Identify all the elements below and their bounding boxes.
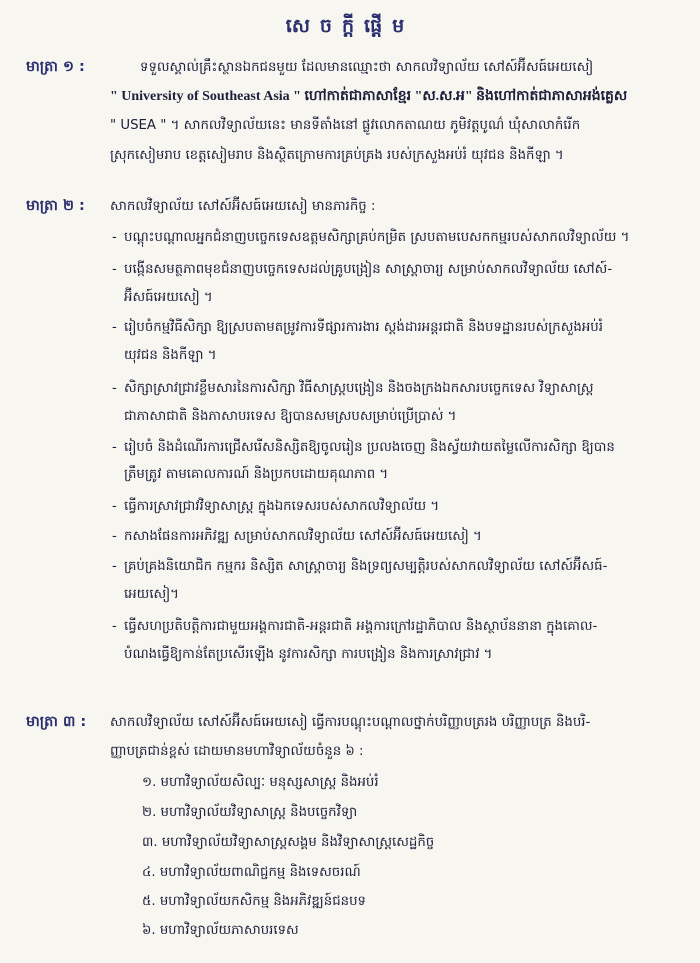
article-2-bullet-4-line-1: សិក្សាស្រាវជ្រាវខ្លឹមសារនៃការសិក្សា វិធីសាស្ត្របង្រៀន និងចងក្រងឯកសារបច្ចេកទេស វិទ្យាសាស្ត្រ: [124, 381, 594, 396]
article-1-line-1: ទទួលស្គាល់គ្រឹះស្ថានឯកជនមួយ ដែលមានឈ្មោះថា សាកលវិទ្យាល័យ សៅស៍អ៊ីសធ៍អេយសៀ: [140, 60, 594, 75]
article-2-bullet-3-line-1: រៀបចំកម្មវិធីសិក្សា ឱ្យស្របតាមតម្រូវការទីផ្សារការងារ ស្តង់ដារអន្តរជាតិ និងបទដ្ឋានរបស់ក្រសួងអប់រំ: [124, 320, 603, 335]
article-2-bullet-2-line-2: អ៊ីសធ៍អេយសៀ ។: [124, 290, 213, 305]
article-3-line-1: សាកលវិទ្យាល័យ សៅស៍អ៊ីសធ៍អេយសៀ ធ្វើការបណ្ដុះបណ្ដាលថ្នាក់បរិញ្ញាបត្ររង បរិញ្ញាបត្រ និងបរិ-: [110, 715, 591, 730]
faculty-item-2: ២. មហាវិទ្យាល័យវិទ្យាសាស្ត្រ និងបច្ចេកវិទ្យា: [142, 805, 358, 820]
article-2-bullet-7-line-1: កសាងផែនការអភិវឌ្ឍ សម្រាប់សាកលវិទ្យាល័យ សៅស៍អ៊ីសធ៍អេយសៀ ។: [124, 529, 482, 544]
faculty-item-3: ៣. មហាវិទ្យាល័យវិទ្យាសាស្ត្រសង្គម និងវិទ្យាសាស្ត្រសេដ្ឋកិច្ច: [142, 835, 435, 850]
article-2-intro: សាកលវិទ្យាល័យ សៅស៍អ៊ីសធ៍អេយសៀ មានភារកិច្ច :: [110, 199, 376, 214]
article-1-label: មាត្រា ១ :: [26, 59, 85, 75]
article-2-bullet-9-line-2: បំណងធ្វើឱ្យកាន់តែប្រសើរឡើង នូវការសិក្សា ការបង្រៀន និងការស្រាវជ្រាវ ។: [124, 647, 493, 662]
article-2-bullet-2-line-1: បង្កើនសមត្ថភាពមុខជំនាញបច្ចេកទេសដល់គ្រូបង្រៀន សាស្ត្រាចារ្យ សម្រាប់សាកលវិទ្យាល័យ សៅស៍-: [124, 262, 613, 277]
faculty-item-4: ៤. មហាវិទ្យាល័យពាណិជ្ជកម្ម និងទេសចរណ៍: [142, 865, 361, 880]
bullet-dash: -: [112, 529, 117, 544]
article-2-bullet-8-line-1: គ្រប់គ្រងនិយោជិក កម្មករ និស្សិត សាស្ត្រាចារ្យ និងទ្រព្យសម្បត្តិរបស់សាកលវិទ្យាល័យ សៅស៍អ៊ីសធ៍-: [124, 559, 608, 574]
bullet-dash: -: [112, 499, 117, 514]
article-2-bullet-9-line-1: ធ្វើសហប្រតិបត្តិការជាមួយអង្គការជាតិ-អន្តរជាតិ អង្គការក្រៅរដ្ឋាភិបាល និងស្ថាប័ននានា ក្នុងគោល-: [124, 619, 598, 634]
article-2-bullet-6-line-1: ធ្វើការស្រាវជ្រាវវិទ្យាសាស្ត្រ ក្នុងឯកទេសរបស់សាកលវិទ្យាល័យ ។: [124, 499, 440, 514]
faculty-item-6: ៦. មហាវិទ្យាល័យភាសាបរទេស: [142, 923, 299, 938]
bullet-dash: -: [112, 440, 117, 455]
faculty-item-5: ៥. មហាវិទ្យាល័យកសិកម្ម និងអភិវឌ្ឍន៍ជនបទ: [142, 894, 366, 909]
article-2-bullet-4-line-2: ជាភាសាជាតិ និងភាសាបរទេស ឱ្យបានសមស្របសម្រាប់ប្រើប្រាស់ ។: [124, 409, 457, 424]
bullet-dash: -: [112, 381, 117, 396]
article-2-bullet-5-line-2: ត្រឹមត្រូវ តាមគោលការណ៍ និងប្រកបដោយគុណភាព ។: [124, 467, 389, 482]
article-2-bullet-3-line-2: យុវជន និងកីឡា ។: [124, 348, 217, 363]
article-2-bullet-5-line-1: រៀបចំ និងដំណើរការជ្រើសរើសនិស្សិតឱ្យចូលរៀន ប្រលងចេញ និងស្វ័យវាយតម្លៃលើការសិក្សា ឱ្យបាន: [124, 440, 615, 455]
article-1-line-2: " University of Southeast Asia " ហៅកាត់ជាភាសាខ្មែរ "ស.ស.អ" និងហៅកាត់ជាភាសាអង់គ្លេស: [110, 89, 628, 104]
bullet-dash: -: [112, 320, 117, 335]
document-title: សេចក្ដីផ្ដើម: [285, 15, 415, 37]
bullet-dash: -: [112, 619, 117, 634]
article-3-line-2: ញ្ញាបត្រជាន់ខ្ពស់ ដោយមានមហាវិទ្យាល័យចំនួន ៦ :: [110, 744, 364, 759]
article-1-line-4: ស្រុកសៀមរាប ខេត្តសៀមរាប និងស្ថិតក្រោមការគ្រប់គ្រង របស់ក្រសួងអប់រំ យុវជន និងកីឡា ។: [110, 148, 564, 163]
article-2-bullet-8-line-2: អេយសៀ។: [124, 587, 179, 602]
article-2-bullet-1-line-1: បណ្ដុះបណ្ដាលអ្នកជំនាញបច្ចេកទេសឧត្ដមសិក្សាគ្រប់កម្រិត ស្របតាមបេសកកម្មរបស់សាកលវិទ្យាល័យ ។: [124, 230, 630, 245]
article-3-label: មាត្រា ៣ :: [26, 714, 87, 730]
article-2-label: មាត្រា ២ :: [26, 198, 85, 214]
faculty-item-1: ១. មហាវិទ្យាល័យសិល្បៈ មនុស្សសាស្ត្រ និងអប់រំ: [142, 775, 379, 790]
bullet-dash: -: [112, 230, 117, 245]
bullet-dash: -: [112, 262, 117, 277]
article-1-line-3: " USEA " ។ សាកលវិទ្យាល័យនេះ មានទីតាំងនៅ ផ្លូវលោកតាណយ ភូមិវត្តបូណ៌ ឃុំសាលាកំរើក: [110, 118, 581, 133]
bullet-dash: -: [112, 559, 117, 574]
